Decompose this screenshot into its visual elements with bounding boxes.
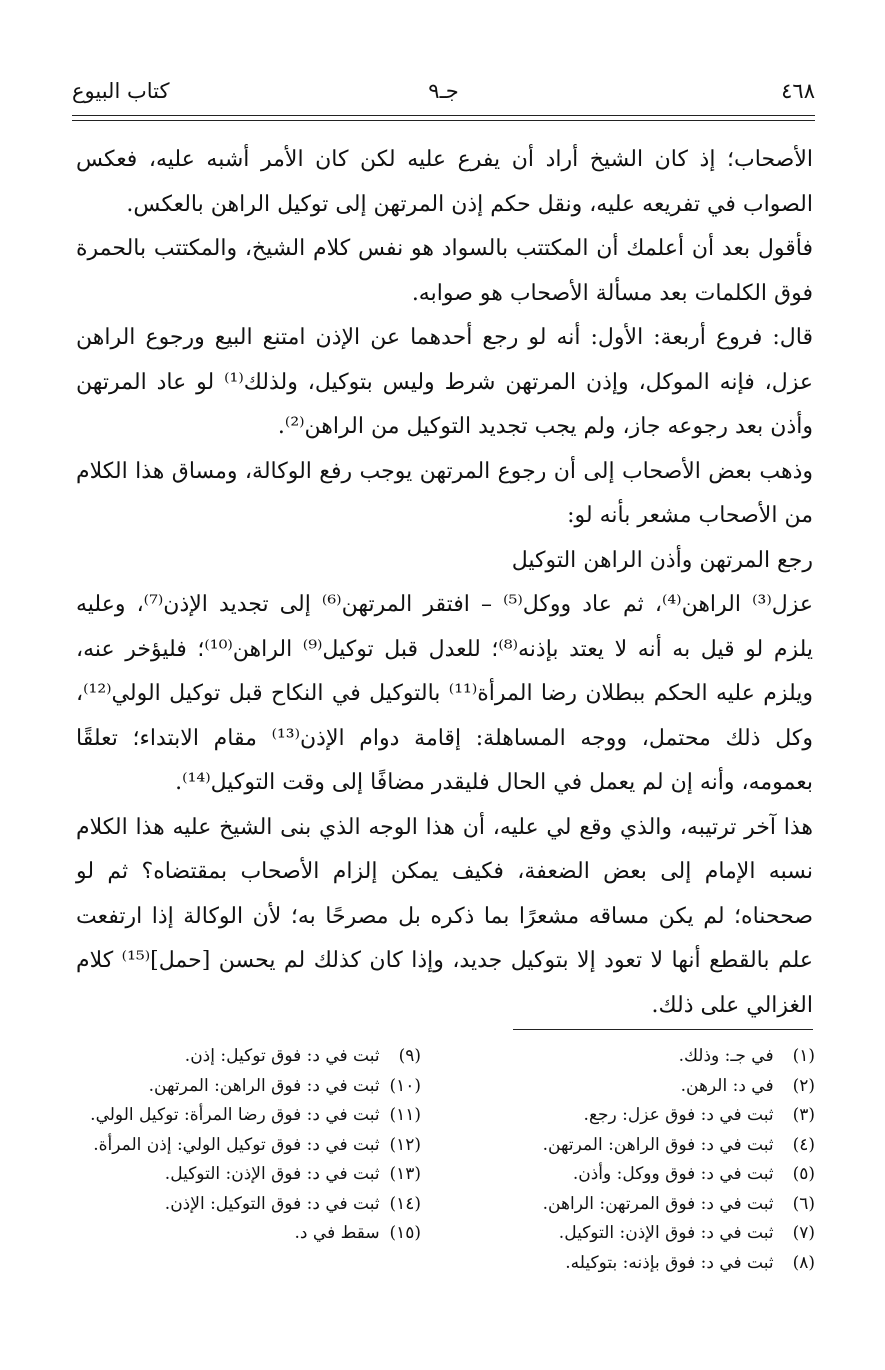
footnote-text: ثبت في د: فوق الإذن: التوكيل.: [164, 1164, 380, 1184]
paragraph: قال: فروع أربعة: الأول: أنه لو رجع أحدهما عن الإذن امتنع البيع ورجوع الراهن عزل، فإنه الموكل، وإذن المرتهن شرط وليس بتوكيل، ولذلك⁽¹⁾ لو عاد المرتهن وأذن بعد رجوعه جاز، ولم يجب تجديد التوكيل من الراهن⁽²⁾.: [76, 325, 813, 439]
footnote-text: ثبت في د: فوق ووكل: وأذن.: [572, 1164, 774, 1184]
paragraph: رجع المرتهن وأذن الراهن التوكيل: [511, 547, 813, 573]
footnote-number: (٤): [792, 1134, 815, 1155]
paragraph: هذا آخر ترتيبه، والذي وقع لي عليه، أن هذا الوجه الذي بنى الشيخ عليه هذا الكلام نسبه الإمام إلى بعض الضعفة، فكيف يمكن إلزام الأصحاب بمقتضاه؟ ثم لو صححناه؛ لم يكن مساقه مشعرًا بما ذكره بل مصرحًا به؛ لأن الوكالة إذا ارتفعت علم بالقطع أنها لا تعود إلا بتوكيل جديد، وإذا كان كذلك لم يحسن [حمل]⁽¹⁵⁾ كلام الغزالي على ذلك.: [76, 814, 813, 1018]
footnote-number: (١٢): [389, 1134, 421, 1155]
footnote-text: ثبت في د: فوق الراهن: المرتهن.: [148, 1075, 380, 1096]
footnote-number: (١٠): [389, 1075, 421, 1096]
footnote-text: في د: الرهن.: [680, 1075, 774, 1096]
footnote-text: ثبت في د: فوق توكيل الولي: إذن المرأة.: [93, 1134, 380, 1155]
footnote: [470, 1072, 815, 1102]
footnote-text: ثبت في د: فوق المرتهن: الراهن.: [542, 1193, 774, 1214]
header-rule-top: [72, 115, 815, 116]
footnotes-right-column: [470, 1042, 815, 1278]
footnote: [470, 1160, 815, 1190]
footnote: [76, 1072, 421, 1102]
footnote: [76, 1190, 421, 1220]
footnote-number: (٥): [792, 1164, 815, 1184]
footnote-number: (١٥): [389, 1223, 421, 1243]
footnote-text: ثبت في د: فوق بإذنه: بتوكيله.: [565, 1252, 774, 1273]
footnote: [76, 1219, 421, 1249]
volume-label: جـ٩: [428, 79, 459, 103]
footnote-text: سقط في د.: [294, 1223, 380, 1243]
header-rule-bottom: [72, 120, 815, 121]
footnote-number: (٨): [792, 1252, 815, 1273]
footnote-number: (١١): [389, 1105, 421, 1125]
footnote: [470, 1101, 815, 1131]
paragraph: فأقول بعد أن أعلمك أن المكتتب بالسواد هو نفس كلام الشيخ، والمكتتب بالحمرة فوق الكلمات بعد مسألة الأصحاب هو صوابه.: [76, 236, 813, 306]
footnote: [76, 1042, 421, 1072]
page-number: ٤٦٨: [781, 79, 815, 103]
footnote: [470, 1131, 815, 1161]
footnote-number: (٩): [398, 1046, 421, 1066]
footnotes: [76, 1042, 815, 1342]
footnote-text: ثبت في د: فوق الإذن: التوكيل.: [558, 1223, 774, 1243]
main-text: [76, 138, 813, 1028]
footnote-number: (١): [792, 1046, 815, 1066]
footnote-text: ثبت في د: فوق عزل: رجع.: [583, 1105, 774, 1125]
footnote-number: (١٤): [389, 1193, 421, 1214]
footnote-separator: [513, 1029, 813, 1030]
footnotes-left-column: [76, 1042, 421, 1249]
footnote-text: ثبت في د: فوق التوكيل: الإذن.: [164, 1193, 380, 1214]
footnote: [76, 1101, 421, 1131]
footnote-number: (٢): [792, 1075, 815, 1096]
footnote-text: ثبت في د: فوق توكيل: إذن.: [184, 1046, 380, 1066]
footnote-number: (١٣): [389, 1164, 421, 1184]
paragraph: الأصحاب؛ إذ كان الشيخ أراد أن يفرع عليه لكن كان الأمر أشبه عليه، فعكس الصواب في تفريعه عليه، ونقل حكم إذن المرتهن إلى توكيل الراهن بالعكس.: [76, 147, 813, 217]
footnote: [470, 1219, 815, 1249]
footnote: [470, 1249, 815, 1279]
footnote: [76, 1160, 421, 1190]
footnote-number: (٣): [792, 1105, 815, 1125]
page-header: [72, 74, 815, 114]
footnote-text: ثبت في د: فوق رضا المرأة: توكيل الولي.: [90, 1105, 380, 1125]
paragraph: وذهب بعض الأصحاب إلى أن رجوع المرتهن يوجب رفع الوكالة، ومساق هذا الكلام من الأصحاب مشعر بأنه لو:: [76, 458, 813, 528]
footnote-number: (٧): [792, 1223, 815, 1243]
footnote-text: ثبت في د: فوق الراهن: المرتهن.: [542, 1134, 774, 1155]
paragraph: عزل⁽³⁾ الراهن⁽⁴⁾، ثم عاد ووكل⁽⁵⁾ – افتقر المرتهن⁽⁶⁾ إلى تجديد الإذن⁽⁷⁾، وعليه يلزم لو قيل به أنه لا يعتد بإذنه⁽⁸⁾؛ للعدل قبل توكيل⁽⁹⁾ الراهن⁽¹⁰⁾؛ فليؤخر عنه، ويلزم عليه الحكم ببطلان رضا المرأة⁽¹¹⁾ بالتوكيل في النكاح قبل توكيل الولي⁽¹²⁾، وكل ذلك محتمل، ووجه المساهلة: إقامة دوام الإذن⁽¹³⁾ مقام الابتداء؛ تعلقًا بعمومه، وأنه إن لم يعمل في الحال فليقدر مضافًا إلى وقت التوكيل⁽¹⁴⁾.: [76, 592, 813, 795]
footnote-text: في جـ: وذلك.: [678, 1046, 774, 1066]
footnote: [470, 1042, 815, 1072]
footnote-number: (٦): [792, 1193, 815, 1214]
footnote: [470, 1190, 815, 1220]
footnote: [76, 1131, 421, 1161]
book-title: كتاب البيوع: [72, 79, 170, 103]
